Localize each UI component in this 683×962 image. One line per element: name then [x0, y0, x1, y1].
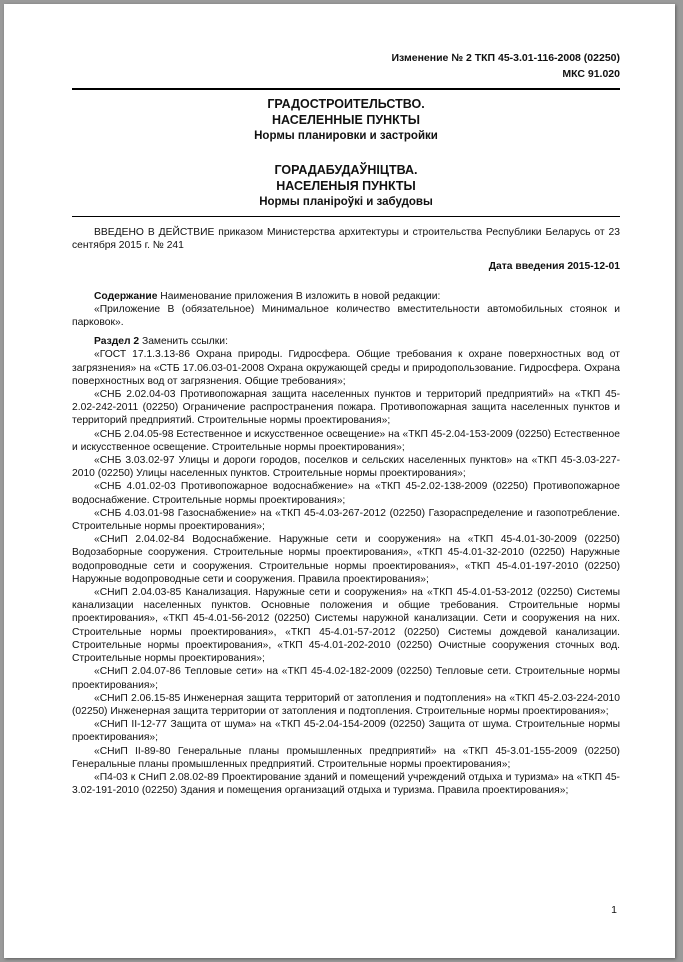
reference-item: «СНиП 2.06.15-85 Инженерная защита территорий от затопления и подтопления» на «ТКП 45-2.03-224-2010 (02250) Инженерная защита территории от затопления и подтопления. Строительные нормы проектирования»;	[72, 692, 620, 717]
effective-date: Дата введения 2015-12-01	[488, 261, 620, 273]
section-text: Заменить ссылки:	[139, 336, 228, 348]
document-page	[4, 4, 675, 958]
title-by	[72, 162, 620, 210]
content-label: Содержание	[94, 290, 158, 302]
reference-item: «СНиП II-12-77 Защита от шума» на «ТКП 45-2.04-154-2009 (02250) Защита от шума. Строительные нормы проектирования»;	[72, 719, 620, 744]
top-rule	[72, 88, 620, 90]
reference-item: «СНБ 2.02.04-03 Противопожарная защита населенных пунктов и территорий предприятий» на «ТКП 45-2.02-242-2011 (02250) Ограничение распространения пожара. Противопожарная защита населенных пунктов и территорий предприятий. Строительные нормы проектирования»;	[72, 389, 620, 427]
section-label: Раздел 2	[94, 336, 140, 348]
reference-item: «СНБ 3.03.02-97 Улицы и дороги городов, поселков и сельских населенных пунктов» на «ТКП 45-3.03-227-2010 (02250) Улицы населенных пунктов. Строительные нормы проектирования»;	[72, 455, 620, 480]
change-header: Изменение № 2 ТКП 45-3.01-116-2008 (02250)	[391, 52, 620, 64]
title-ru-line3: Нормы планировки и застройки	[254, 130, 438, 142]
reference-item: «СНБ 4.03.01-98 Газоснабжение» на «ТКП 45-4.03-267-2012 (02250) Газораспределение и газопотребление. Строительные нормы проектирования»;	[72, 507, 620, 533]
title-ru-line1: ГРАДОСТРОИТЕЛЬСТВО.	[267, 97, 425, 111]
reference-item: «СНБ 2.04.05-98 Естественное и искусственное освещение» на «ТКП 45-2.04-153-2009 (02250) Естественное и искусственное освещение. Строительные нормы проектирования»;	[72, 428, 620, 453]
section-paragraph	[72, 335, 620, 348]
mks-code: МКС 91.020	[562, 68, 620, 80]
title-ru	[72, 96, 620, 144]
reference-item: «СНиП 2.04.02-84 Водоснабжение. Наружные сети и сооружения» на «ТКП 45-4.01-30-2009 (02250) Водозаборные сооружения. Строительные нормы проектирования», «ТКП 45-4.01-32-2010 (02250) Наружные водопроводные сети и сооружения. Строительные нормы проектирования», «ТКП 45-4.01-197-2010 (02250) Наружные водопроводные сети и сооружения. Правила проектирования»;	[72, 534, 620, 585]
annex-paragraph: «Приложение В (обязательное) Минимальное количество вместительности автомобильных стоянок и парковок».	[72, 303, 620, 329]
document-body	[72, 226, 620, 797]
page-number: 1	[611, 904, 617, 916]
reference-item: «П4-03 к СНиП 2.08.02-89 Проектирование зданий и помещений учреждений отдыха и туризма» на «ТКП 45-3.02-191-2010 (02250) Здания и помещения организаций отдыха и туризма. Правила проектирования»;	[72, 771, 620, 797]
enacted-statement: ВВЕДЕНО В ДЕЙСТВИЕ приказом Министерства архитектуры и строительства Республики Беларусь от 23 сентября 2015 г. № 241	[72, 227, 620, 252]
reference-item: «СНиП 2.04.07-86 Тепловые сети» на «ТКП 45-4.02-182-2009 (02250) Тепловые сети. Строительные нормы проектирования»;	[72, 666, 620, 691]
reference-item: «СНиП 2.04.03-85 Канализация. Наружные сети и сооружения» на «ТКП 45-4.01-53-2012 (02250) Системы канализации населенных пунктов. Основные положения и общие требования. Строительные нормы проектирования», «ТКП 45-4.01-56-2012 (02250) Системы наружной канализации. Сети и сооружения на них. Строительные нормы проектирования», «ТКП 45-4.01-57-2012 (02250) Системы дождевой канализации. Строительные нормы проектирования», «ТКП 45-4.01-202-2010 (02250) Очистные сооружения сточных вод. Строительные нормы проектирования»;	[72, 587, 620, 665]
title-by-line1: ГОРАДАБУДАЎНІЦТВА.	[274, 163, 418, 177]
reference-item: «СНБ 4.01.02-03 Противопожарное водоснабжение» на «ТКП 45-2.02-138-2009 (02250) Противопожарное водоснабжение. Строительные нормы проектирования»;	[72, 481, 620, 506]
title-ru-line2: НАСЕЛЕННЫЕ ПУНКТЫ	[272, 113, 420, 127]
content-text: Наименование приложения В изложить в новой редакции:	[157, 290, 441, 302]
title-by-line2: НАСЕЛЕНЫЯ ПУНКТЫ	[276, 179, 416, 193]
title-by-line3: Нормы планіроўкі и забудовы	[259, 196, 433, 208]
content-paragraph	[72, 290, 620, 303]
reference-item: «ГОСТ 17.1.3.13-86 Охрана природы. Гидросфера. Общие требования к охране поверхностных вод от загрязнения» на «СТБ 17.06.03-01-2008 Охрана окружающей среды и природопользование. Гидросфера. Охрана поверхностных вод от загрязнения. Общие требования»;	[72, 349, 620, 387]
reference-item: «СНиП II-89-80 Генеральные планы промышленных предприятий» на «ТКП 45-3.01-155-2009 (02250) Генеральные планы промышленных предприятий. Строительные нормы проектирования»;	[72, 745, 620, 770]
title-bottom-rule	[72, 216, 620, 217]
